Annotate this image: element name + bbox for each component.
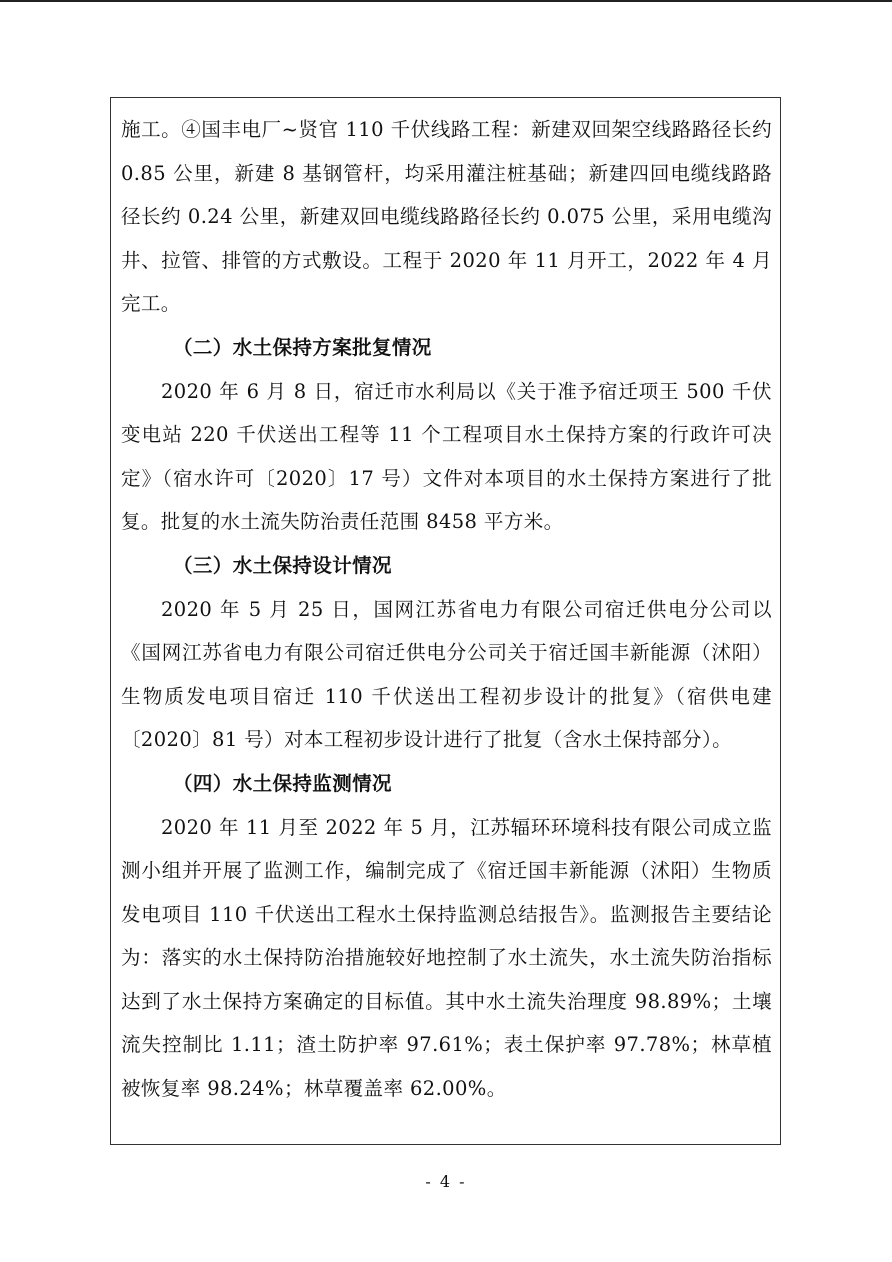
page-number: - 4 -	[425, 1172, 467, 1191]
section-body-monitoring: 2020 年 11 月至 2022 年 5 月，江苏辐环环境科技有限公司成立监测小组并开展了监测工作，编制完成了《宿迁国丰新能源（沭阳）生物质发电项目 110 千伏送出工程水土保持监测总结报告》。监测报告主要结论为：落实的水土保持防治措施较好地控制了水土流失，水土流失防治指标达到了水土保持方案确定的目标值。其中水土流失治理度 98.89%；土壤流失控制比 1.11；渣土防护率 97.61%；表土保护率 97.78%；林草植被恢复率 98.24%；林草覆盖率 62.00%。	[121, 815, 772, 1101]
section-heading-plan-approval: （二）水土保持方案批复情况	[173, 335, 432, 359]
section-heading-design: （三）水土保持设计情况	[173, 553, 392, 577]
intro-paragraph: 施工。④国丰电厂~贤官 110 千伏线路工程：新建双回架空线路路径长约 0.85 公里，新建 8 基钢管杆，均采用灌注桩基础；新建四回电缆线路路径长约 0.24 公里，新建双回电缆线路路径长约 0.075 公里，采用电缆沟井、拉管、排管的方式敷设。工程于 2020 年 11 月开工，2022 年 4 月完工。	[121, 118, 772, 316]
top-border-rule	[0, 0, 892, 2]
section-body-design: 2020 年 5 月 25 日，国网江苏省电力有限公司宿迁供电分公司以《国网江苏省电力有限公司宿迁供电分公司关于宿迁国丰新能源（沭阳）生物质发电项目宿迁 110 千伏送出工程初步设计的批复》（宿供电建〔2020〕81 号）对本工程初步设计进行了批复（含水土保持部分）。	[121, 597, 772, 752]
section-heading-monitoring: （四）水土保持监测情况	[173, 771, 392, 795]
section-body-plan-approval: 2020 年 6 月 8 日，宿迁市水利局以《关于准予宿迁项王 500 千伏变电站 220 千伏送出工程等 11 个工程项目水土保持方案的行政许可决定》（宿水许可〔2020〕17 号）文件对本项目的水土保持方案进行了批复。批复的水土流失防治责任范围 8458 平方米。	[121, 379, 772, 534]
document-frame	[110, 97, 781, 1145]
